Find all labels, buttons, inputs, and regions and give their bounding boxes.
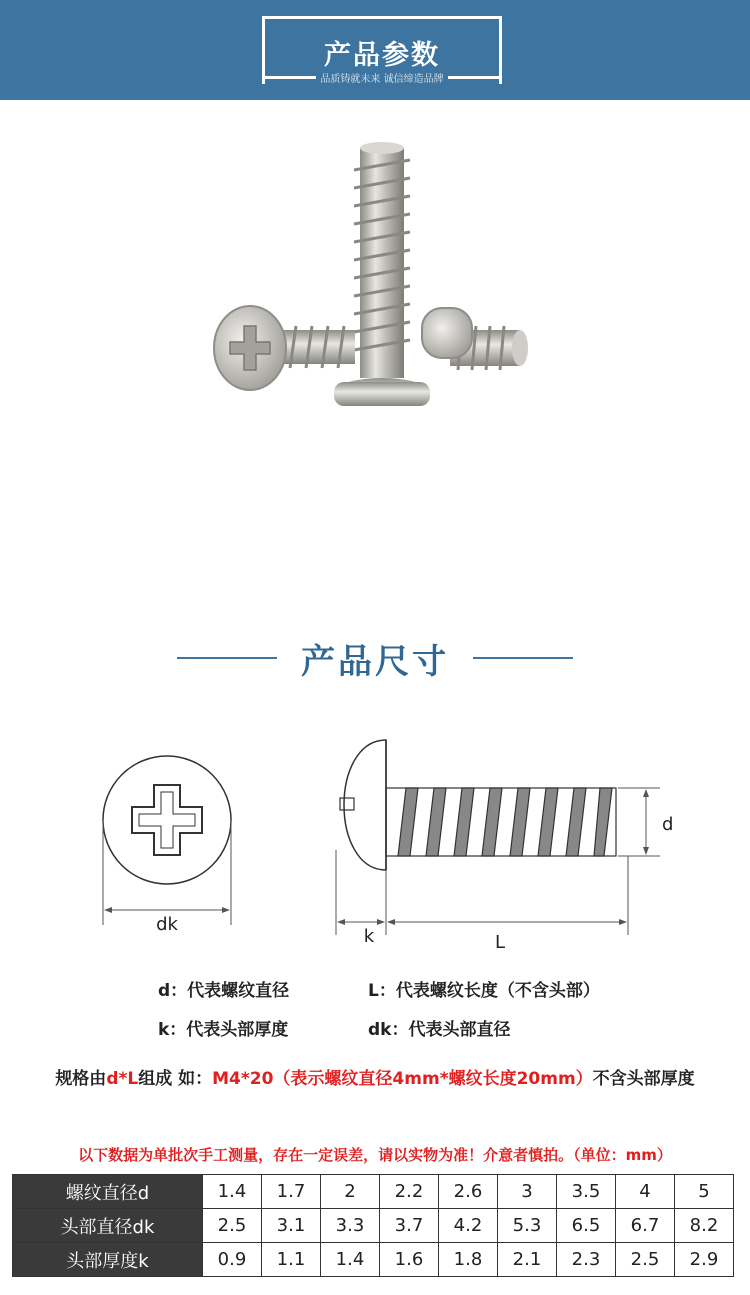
table-cell: 1.1 [262, 1243, 321, 1277]
heading-rule-left [177, 657, 277, 659]
spec-middle: 组成 如： [138, 1069, 213, 1089]
table-cell: 1.6 [380, 1243, 439, 1277]
header-banner [0, 0, 750, 100]
table-cell: 5 [675, 1175, 734, 1209]
table-row [13, 1175, 734, 1209]
row-header: 螺纹直径d [13, 1175, 203, 1209]
spec-suffix: 不含头部厚度 [592, 1069, 695, 1089]
screw-dimension-diagram [90, 730, 690, 960]
measurement-note: 以下数据为单批次手工测量，存在一定误差，请以实物为准！介意者慎拍。（单位：mm） [78, 1146, 672, 1164]
table-cell: 3.5 [557, 1175, 616, 1209]
table-cell: 2.6 [439, 1175, 498, 1209]
table-cell: 1.4 [203, 1175, 262, 1209]
table-cell: 2.9 [675, 1243, 734, 1277]
dimensions-heading [0, 630, 750, 686]
table-cell: 2.5 [203, 1209, 262, 1243]
table-cell: 1.8 [439, 1243, 498, 1277]
divider [262, 76, 316, 79]
spec-example: M4*20（表示螺纹直径4mm*螺纹长度20mm） [212, 1069, 593, 1089]
row-header: 头部厚度k [13, 1243, 203, 1277]
L-label: L [494, 932, 506, 953]
legend-dk: dk：代表头部直径 [368, 1020, 511, 1040]
screw-side-view [336, 740, 660, 935]
spec-prefix: 规格由 [55, 1069, 107, 1089]
banner-subtitle-row [262, 70, 502, 84]
banner-subtitle: 品质铸就未来 诚信缔造品牌 [320, 73, 444, 85]
table-cell: 2.1 [498, 1243, 557, 1277]
table-cell: 3.7 [380, 1209, 439, 1243]
head-top-view [103, 756, 231, 925]
standing-screw [334, 142, 430, 406]
table-cell: 3.1 [262, 1209, 321, 1243]
table-cell: 3 [498, 1175, 557, 1209]
table-cell: 4.2 [439, 1209, 498, 1243]
table-cell: 2.5 [616, 1243, 675, 1277]
dk-label: dk [156, 914, 178, 935]
legend-d: d：代表螺纹直径 [158, 981, 290, 1001]
table-cell: 2.2 [380, 1175, 439, 1209]
legend-k: k：代表头部厚度 [158, 1020, 289, 1040]
spec-description [0, 1064, 750, 1089]
heading-rule-right [473, 657, 573, 659]
spec-dl: d*L [106, 1069, 139, 1089]
table-cell: 5.3 [498, 1209, 557, 1243]
dimension-table [12, 1174, 734, 1277]
section-title: 产品尺寸 [301, 641, 449, 682]
table-cell: 2 [321, 1175, 380, 1209]
left-screw [214, 306, 355, 390]
divider [448, 76, 502, 79]
table-row [13, 1209, 734, 1243]
table-cell: 0.9 [203, 1243, 262, 1277]
page-title: 产品参数 [324, 40, 440, 71]
row-header: 头部直径dk [13, 1209, 203, 1243]
table-cell: 1.7 [262, 1175, 321, 1209]
table-cell: 1.4 [321, 1243, 380, 1277]
table-cell: 8.2 [675, 1209, 734, 1243]
table-cell: 4 [616, 1175, 675, 1209]
legend-L: L：代表螺纹长度（不含头部） [368, 981, 600, 1001]
k-label: k [363, 926, 375, 947]
product-photo [200, 130, 550, 430]
table-row [13, 1243, 734, 1277]
right-screw [422, 308, 528, 370]
table-cell: 3.3 [321, 1209, 380, 1243]
table-cell: 2.3 [557, 1243, 616, 1277]
table-cell: 6.7 [616, 1209, 675, 1243]
d-label: d [662, 814, 674, 835]
table-cell: 6.5 [557, 1209, 616, 1243]
